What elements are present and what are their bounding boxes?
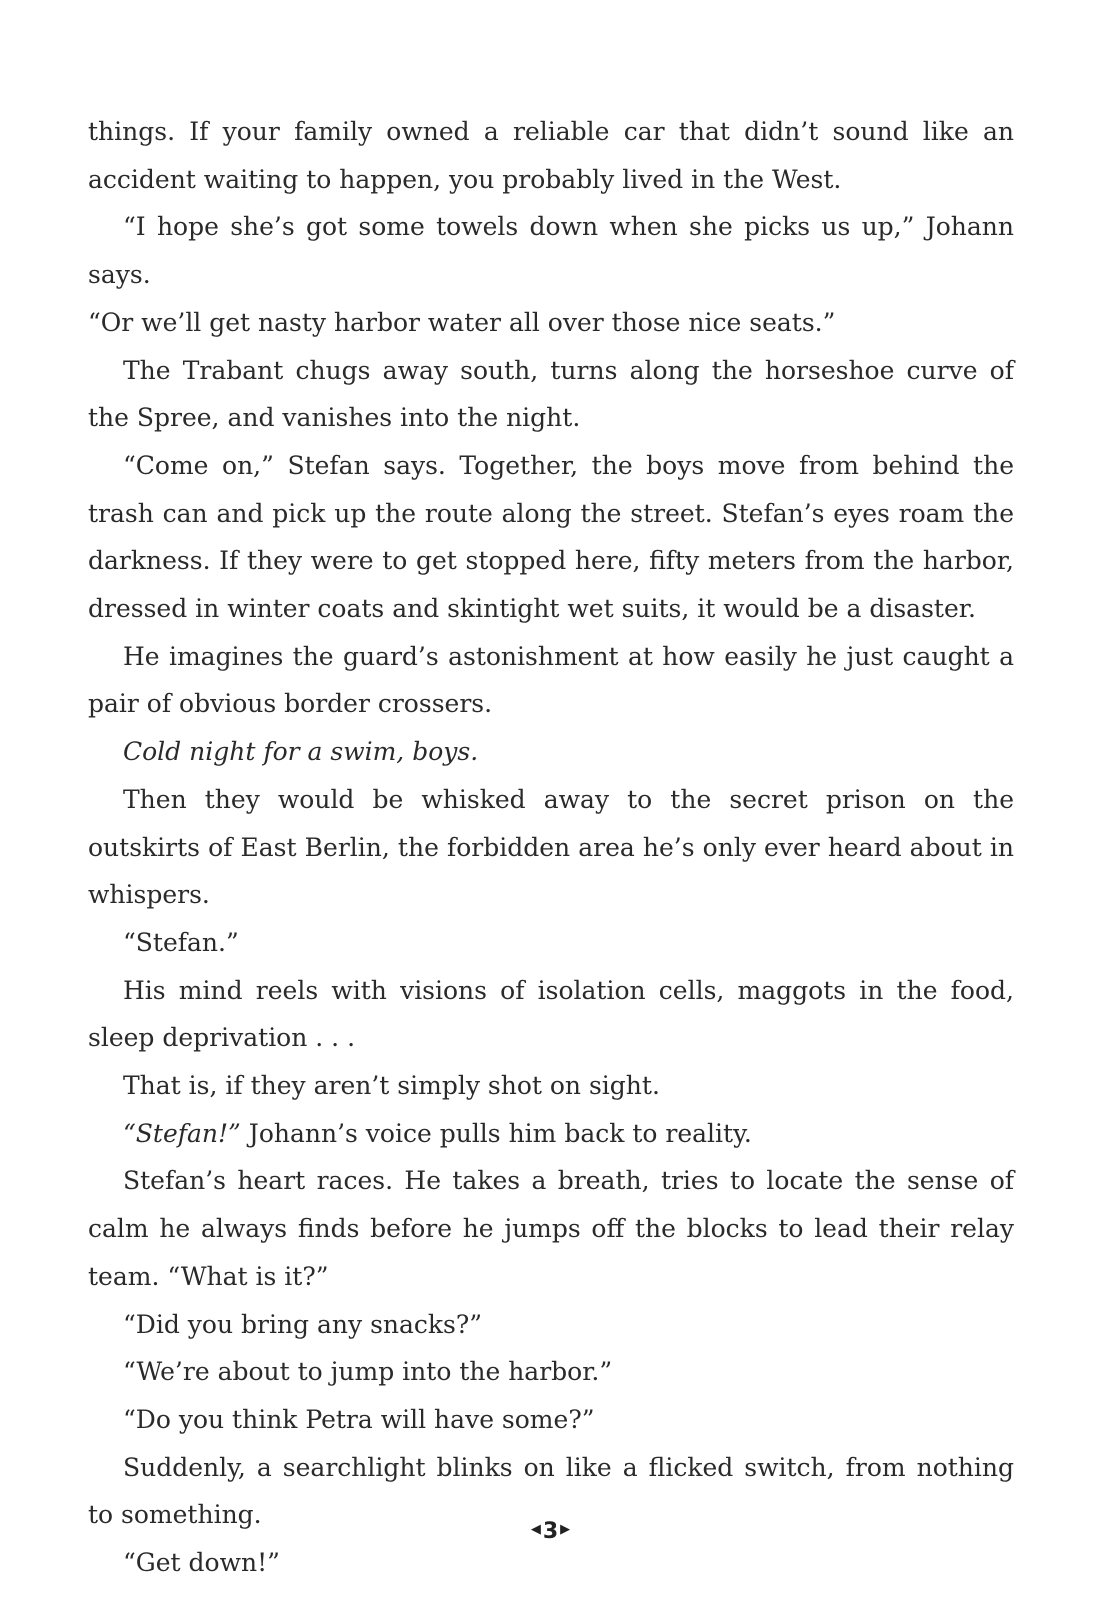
dialogue-rest: Johann’s voice pulls him back to reality. — [240, 1118, 752, 1148]
paragraph: “Or we’ll get nasty harbor water all over those nice seats.” — [88, 307, 836, 337]
paragraph: “I hope she’s got some towels down when she picks us up,” Johann says. — [88, 212, 1014, 290]
paragraph: “Stefan.” — [123, 927, 239, 957]
paragraph: He imagines the guard’s astonishment at how easily he just caught a pair of obvious border crossers. — [88, 641, 1014, 719]
right-triangle-icon: ▶ — [560, 1522, 571, 1537]
paragraph: “Do you think Petra will have some?” — [123, 1404, 595, 1434]
paragraph-italic — [88, 728, 1014, 776]
paragraph: “Did you bring any snacks?” — [123, 1309, 483, 1339]
page-number: 3 — [542, 1519, 559, 1544]
page-footer — [0, 1519, 1101, 1545]
paragraph: things. If your family owned a reliable car that didn’t sound like an accident waiting to happen, you probably lived in the West. — [88, 117, 1014, 194]
paragraph: Stefan’s heart races. He takes a breath, tries to locate the sense of calm he always finds before he jumps off the blocks to lead their relay team. “What is it?” — [88, 1166, 1014, 1291]
paragraph: “We’re about to jump into the harbor.” — [123, 1357, 613, 1387]
paragraph: Suddenly, a searchlight blinks on like a flicked switch, from nothing to something. — [88, 1452, 1014, 1530]
paragraph: The Trabant chugs away south, turns along the horseshoe curve of the Spree, and vanishes into the night. — [88, 355, 1014, 433]
paragraph: “Get down!” — [123, 1548, 280, 1578]
paragraph — [88, 1110, 1014, 1158]
paragraph: “Come on,” Stefan says. Together, the boys move from behind the trash can and pick up the route along the street. Stefan’s eyes roam the darkness. If they were to get stopped here, fifty meters from the harbor, dressed in winter coats and skintight wet suits, it would be a disaster. — [88, 450, 1014, 624]
left-triangle-icon: ◀ — [530, 1522, 541, 1537]
body-text — [88, 108, 1014, 1587]
paragraph: His mind reels with visions of isolation cells, maggots in the food, sleep deprivation . . . — [88, 975, 1014, 1053]
italic-thought: Cold night for a swim, boys. — [123, 737, 479, 767]
paragraph: That is, if they aren’t simply shot on sight. — [123, 1071, 660, 1101]
italic-dialogue: “Stefan!” — [123, 1118, 241, 1148]
paragraph: Then they would be whisked away to the secret prison on the outskirts of East Berlin, the forbidden area he’s only ever heard about in whispers. — [88, 784, 1014, 910]
